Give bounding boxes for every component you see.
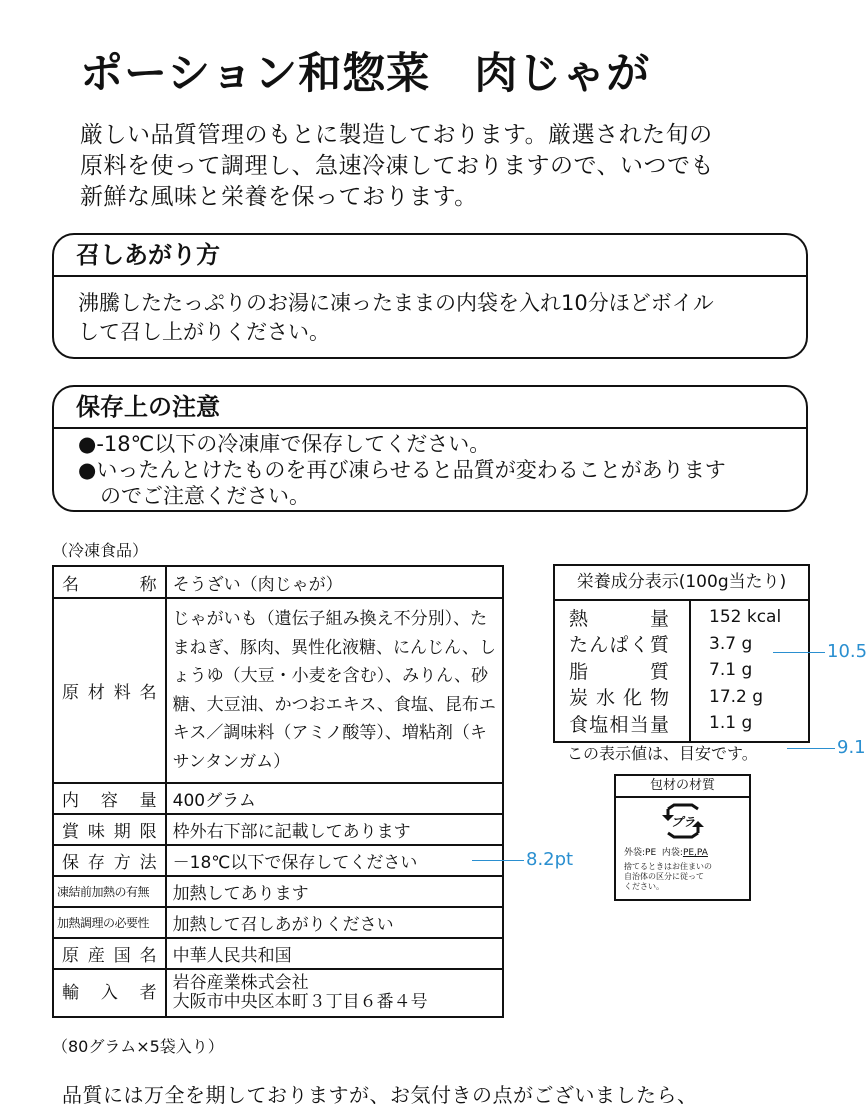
table-row [53,814,503,845]
spec-key: 加熱調理の必要性 [53,907,166,938]
ingredient-line: キス／調味料（アミノ酸等）、増粘剤（キ [172,723,487,743]
spec-key: 保存方法 [53,845,166,876]
spec-key: 凍結前加熱の有無 [53,876,166,907]
disposal-note [624,862,712,892]
nutrition-row [555,631,808,658]
recycle-mark-text: プラ [671,815,696,829]
table-row [53,876,503,907]
spec-value: 400グラム [166,783,503,814]
importer-line: 岩谷産業株式会社 [172,973,309,993]
spec-value: 加熱してあります [166,876,503,907]
storage-line: のでご注意ください。 [100,484,310,508]
spec-key: 賞味期限 [53,814,166,845]
ingredient-line: まねぎ、豚肉、異性化液糖、にんじん、し [172,637,496,658]
footer-text: 品質には万全を期しておりますが、お気付きの点がございましたら、 [62,1083,698,1107]
nutrition-label: 脂質 [569,660,669,683]
nutrition-value: 17.2 g [709,686,764,707]
storage-heading: 保存上の注意 [54,387,806,429]
spec-value: そうざい（肉じゃが） [166,566,503,598]
disposal-line: 自治体の区分に従って [624,872,704,881]
spec-key: 輸入者 [53,969,166,1017]
ingredient-line: じゃがいも（遺伝子組み換え不分別）、た [172,609,488,629]
howto-line: 沸騰したたっぷりのお湯に凍ったままの内袋を入れ10分ほどボイル [78,291,714,315]
howto-body [54,277,806,347]
nutrition-note: この表示値は、目安です。 [567,744,758,763]
intro-line: 厳しい品質管理のもとに製造しております。厳選された旬の [80,122,713,148]
measure-label: 8.2pt [526,849,574,870]
nutrition-table [553,564,810,743]
table-row [53,938,503,969]
table-row [53,969,503,1017]
table-row [53,845,503,876]
outer-bag-label: 外袋:PE [624,848,657,858]
storage-box [52,385,808,512]
packaging-material-box [614,774,751,901]
spec-value: 加熱して召しあがりください [166,907,503,938]
storage-body [54,429,806,509]
spec-key: 原産国名 [53,938,166,969]
disposal-line: ください。 [624,882,664,891]
page-title: ポーション和惣菜 肉じゃが [80,49,651,99]
packaging-title: 包材の材質 [616,776,749,798]
frozen-food-label: （冷凍食品） [52,541,149,560]
intro-line: 原料を使って調理し、急速冷凍しておりますので、いつでも [80,153,715,179]
spec-value: 中華人民共和国 [166,938,503,969]
table-row [53,907,503,938]
package-note: （80グラム×5袋入り） [52,1037,224,1056]
nutrition-label: 食塩相当量 [569,713,669,736]
nutrition-row [555,657,808,684]
intro-text [80,120,810,213]
nutrition-label: 熱量 [569,607,669,630]
nutrition-value: 1.1 g [709,713,753,734]
storage-line: ●いったんとけたものを再び凍らせると品質が変わることがあります [78,458,726,482]
ingredient-line: ょうゆ（大豆・小麦を含む）、みりん、砂 [172,666,489,686]
howto-heading: 召しあがり方 [54,235,806,277]
nutrition-value: 152 kcal [709,607,782,628]
spec-key: 名称 [53,566,166,598]
inner-bag-value: PE,PA [682,848,708,858]
ingredient-line: 糖、大豆油、かつおエキス、食塩、昆布エ [172,694,496,715]
measure-label: 10.5 [827,641,867,662]
nutrition-title: 栄養成分表示(100g当たり) [555,566,808,601]
nutrition-body [555,601,808,741]
spec-value: －18℃以下で保存してください [166,845,503,876]
ingredient-line: サンタンガム） [172,751,291,772]
howto-box [52,233,808,359]
nutrition-row [555,604,808,631]
importer-line: 大阪市中央区本町３丁目６番４号 [172,992,428,1012]
intro-line: 新鮮な風味と栄養を保っております。 [80,184,478,210]
howto-line: して召し上がりください。 [78,320,330,344]
measure-line [787,748,835,749]
measure-line [773,652,825,653]
recycle-icon [658,801,708,841]
nutrition-label: 炭水化物 [569,687,669,710]
table-row [53,566,503,598]
spec-key: 内容量 [53,783,166,814]
table-row [53,598,503,783]
measure-line [472,860,524,861]
nutrition-row [555,684,808,711]
material-labels [624,845,708,858]
inner-bag-label: 内袋: [661,848,683,858]
disposal-line: 捨てるときはお住まいの [624,862,712,871]
spec-value: 枠外右下部に記載してあります [166,814,503,845]
spec-value [166,598,503,783]
storage-line: ●-18℃以下の冷凍庫で保存してください。 [78,432,491,456]
nutrition-label: たんぱく質 [569,634,669,657]
nutrition-row [555,710,808,737]
nutrition-value: 7.1 g [709,660,753,681]
spec-value [166,969,503,1017]
measure-label: 9.1 [837,737,866,758]
nutrition-value: 3.7 g [709,633,753,654]
table-row [53,783,503,814]
spec-key: 原材料名 [53,598,166,783]
spec-table [52,565,504,1018]
